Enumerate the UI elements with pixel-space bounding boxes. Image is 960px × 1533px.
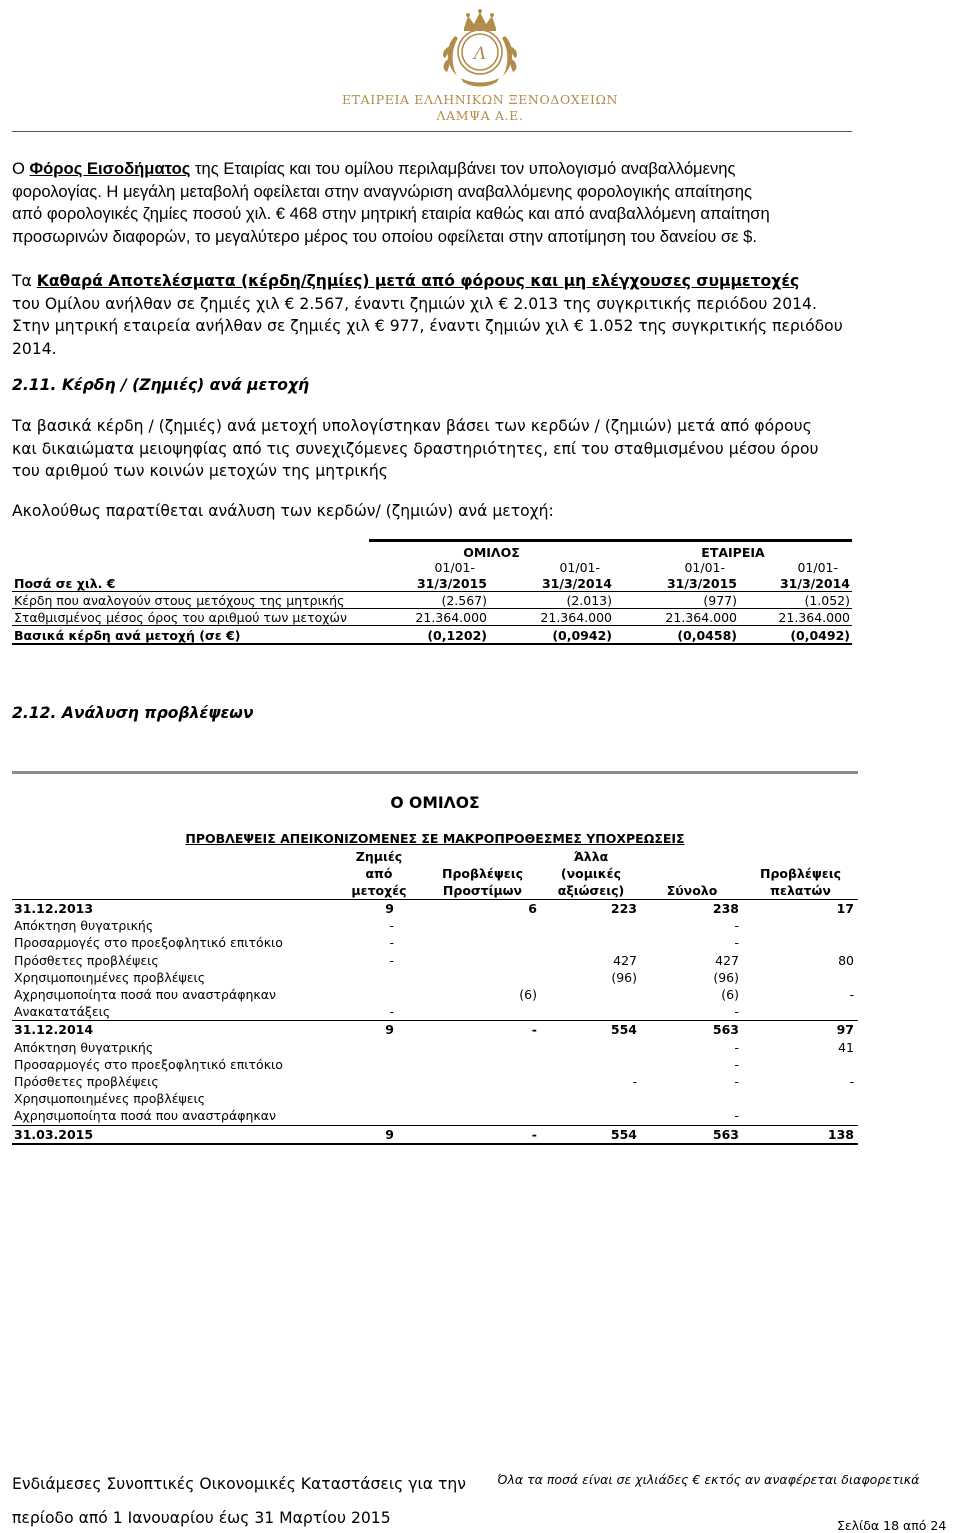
eps-table — [12, 539, 852, 645]
prov-cell — [424, 1056, 541, 1073]
net-results-line4: 2014. — [12, 339, 57, 358]
prov-header-line: πελατών — [770, 883, 831, 898]
prov-header-line — [643, 865, 741, 882]
prov-row — [12, 934, 858, 951]
eps-company-header: ΕΤΑΙΡΕΙΑ — [614, 541, 852, 560]
prov-row-label: Χρησιμοποιημένες προβλέψεις — [14, 1091, 206, 1107]
income-tax-line1: της Εταιρίας και του ομίλου περιλαμβάνει τον υπολογισμό αναβαλλόμενης — [190, 159, 736, 178]
prov-cell — [424, 952, 541, 969]
prov-col-header — [743, 848, 858, 900]
prov-cell: - — [389, 952, 394, 968]
header-divider — [12, 131, 852, 132]
crest-emblem-icon — [431, 6, 529, 90]
company-name: ΕΤΑΙΡΕΙΑ ΕΛΛΗΝΙΚΩΝ ΞΕΝΟΔΟΧΕΙΩΝ — [341, 92, 619, 107]
eps-para-line1: Τα βασικά κέρδη / (ζημιές) ανά μετοχή υπολογίστηκαν βάσει των κερδών / (ζημιών) μετά από φόρους — [12, 417, 812, 435]
prov-row — [12, 969, 858, 986]
prov-cell — [541, 917, 641, 934]
prov-cell: 563 — [641, 1021, 743, 1039]
prov-header-empty — [12, 848, 334, 900]
footer-title-line2: περίοδο από 1 Ιανουαρίου έως 31 Μαρτίου 2015 — [12, 1509, 391, 1527]
prov-cell — [334, 1073, 424, 1090]
prov-cell: - — [734, 1108, 739, 1124]
eps-empty-cell — [12, 541, 369, 560]
prov-row — [12, 952, 858, 969]
prov-row — [12, 1003, 858, 1021]
eps-col-line1: 01/01- — [684, 559, 725, 575]
page-number: Σελίδα 18 από 24 — [837, 1518, 947, 1533]
prov-header-line: αξιώσεις) — [557, 883, 625, 898]
eps-cell: 21.364.000 — [614, 609, 739, 626]
prov-cell: - — [734, 1056, 739, 1072]
prov-row-label: 31.12.2014 — [12, 1021, 334, 1039]
prov-row — [12, 1056, 858, 1073]
eps-row-label: Βασικά κέρδη ανά μετοχή (σε €) — [12, 626, 369, 644]
prov-cell: - — [849, 987, 854, 1003]
prov-cell: (6) — [519, 987, 537, 1003]
prov-row-label: Απόκτηση θυγατρικής — [14, 1039, 154, 1055]
eps-cell: (2.013) — [489, 592, 614, 609]
eps-col-header: 31/3/2015 — [614, 575, 739, 592]
prov-cell: 17 — [743, 900, 858, 918]
prov-row-label: Πρόσθετες προβλέψεις — [14, 1074, 159, 1090]
prov-cell: - — [734, 1074, 739, 1090]
eps-para-line3: του αριθμού των κοινών μετοχών της μητρικής — [12, 462, 388, 480]
prov-cell — [334, 969, 424, 986]
net-results-term: Καθαρά Αποτελέσματα (κέρδη/ζημίες) μετά από φόρους και μη ελέγχουσες συμμετοχές — [36, 272, 800, 290]
prov-cell — [424, 1039, 541, 1056]
section-divider — [12, 771, 858, 774]
prov-cell: 97 — [743, 1021, 858, 1039]
prov-cell: 80 — [838, 952, 854, 968]
prov-cell — [541, 1107, 641, 1125]
eps-col-line1: 01/01- — [797, 559, 838, 575]
company-short-name: ΛΑΜΨΑ Α.Ε. — [436, 108, 524, 123]
eps-cell: 21.364.000 — [489, 609, 614, 626]
prov-cell — [541, 934, 641, 951]
prov-cell — [541, 1039, 641, 1056]
eps-col-line1: 01/01- — [434, 559, 475, 575]
prov-cell — [541, 1090, 641, 1107]
section-2-11-heading: 2.11. Κέρδη / (Ζημιές) ανά μετοχή — [12, 376, 310, 394]
prov-cell: 6 — [424, 900, 541, 918]
eps-explanation-paragraph — [12, 415, 852, 483]
eps-col-header: 31/3/2014 — [739, 575, 852, 592]
prov-col-header — [641, 848, 743, 900]
prov-header-line: Προβλέψεις — [442, 866, 523, 881]
eps-group-header: ΟΜΙΛΟΣ — [369, 541, 614, 560]
prov-cell — [334, 1056, 424, 1073]
prov-header-line: Σύνολο — [666, 883, 718, 898]
income-tax-line3: από φορολογικές ζημίες ποσού χιλ. € 468 στην μητρική εταιρία καθώς και από αναβαλλόμενη απαίτηση — [12, 204, 770, 223]
prov-row — [12, 1125, 858, 1144]
provisions-group-title: Ο ΟΜΙΛΟΣ — [390, 794, 480, 812]
prov-cell: 9 — [334, 900, 424, 918]
prov-cell — [424, 1107, 541, 1125]
prov-row — [12, 1039, 858, 1056]
prov-cell — [541, 1003, 641, 1021]
prov-cell — [334, 986, 424, 1003]
eps-intro: Ακολούθως παρατίθεται ανάλυση των κερδών/ (ζημιών) ανά μετοχή: — [12, 502, 554, 520]
prov-cell — [743, 1056, 858, 1073]
prov-cell: - — [389, 918, 394, 934]
provisions-body — [12, 900, 858, 1144]
footer-title-line1: Ενδιάμεσες Συνοπτικές Οικονομικές Καταστάσεις για την — [12, 1475, 466, 1493]
prov-cell — [743, 917, 858, 934]
net-results-lead: Τα — [12, 272, 37, 290]
prov-cell: 238 — [641, 900, 743, 918]
prov-row — [12, 1107, 858, 1125]
eps-cell: (2.567) — [369, 592, 489, 609]
prov-row — [12, 1090, 858, 1107]
prov-cell: 138 — [743, 1125, 858, 1144]
prov-cell: - — [734, 935, 739, 951]
prov-header-line: Προβλέψεις — [760, 866, 841, 881]
prov-col-header — [541, 848, 641, 900]
prov-header-line: μετοχές — [351, 883, 407, 898]
prov-header-line: Άλλα — [573, 849, 609, 864]
prov-header-line — [745, 848, 856, 865]
svg-text:Λ: Λ — [473, 44, 487, 64]
prov-header-line: Ζημιές — [355, 849, 403, 864]
eps-cell: (0,1202) — [369, 626, 489, 644]
prov-cell — [743, 1107, 858, 1125]
eps-cell: (0,0942) — [489, 626, 614, 644]
eps-col-header: 31/3/2015 — [369, 575, 489, 592]
income-tax-lead: Ο — [12, 159, 30, 178]
income-tax-term: Φόρος Εισοδήματος — [29, 159, 191, 178]
prov-cell — [743, 969, 858, 986]
prov-cell: - — [632, 1074, 637, 1090]
prov-row-label: Αχρησιμοποίητα ποσά που αναστράφηκαν — [14, 987, 276, 1003]
prov-cell: 554 — [541, 1125, 641, 1144]
prov-col-header — [334, 848, 424, 900]
prov-cell: (96) — [611, 969, 637, 985]
prov-cell — [641, 1090, 743, 1107]
prov-header-line: από — [365, 866, 393, 881]
prov-cell — [334, 1107, 424, 1125]
prov-row — [12, 1021, 858, 1039]
prov-cell: (96) — [713, 969, 739, 985]
prov-row-label: Χρησιμοποιημένες προβλέψεις — [14, 969, 206, 985]
prov-cell — [541, 1056, 641, 1073]
eps-row-label: Κέρδη που αναλογούν στους μετόχους της μητρικής — [12, 592, 369, 609]
prov-cell: - — [389, 1004, 394, 1020]
prov-cell: - — [849, 1074, 854, 1090]
prov-header-line: (νομικές — [560, 866, 622, 881]
prov-cell: (6) — [721, 987, 739, 1003]
prov-cell: - — [734, 1004, 739, 1020]
eps-cell: 21.364.000 — [369, 609, 489, 626]
prov-cell — [743, 1003, 858, 1021]
company-logo — [0, 0, 960, 132]
prov-cell: - — [389, 935, 394, 951]
prov-row-label: Αχρησιμοποίητα ποσά που αναστράφηκαν — [14, 1108, 276, 1124]
eps-empty-cell — [12, 560, 369, 575]
eps-amounts-label: Ποσά σε χιλ. € — [12, 575, 369, 592]
net-results-line2: του Ομίλου ανήλθαν σε ζημιές χιλ € 2.567, έναντι ζημιών χιλ € 2.013 της συγκριτικής περιόδου 2014. — [12, 294, 817, 313]
eps-cell: (1.052) — [739, 592, 852, 609]
prov-cell: 9 — [334, 1021, 424, 1039]
prov-cell — [424, 934, 541, 951]
prov-row — [12, 1073, 858, 1090]
prov-header-line — [643, 848, 741, 865]
prov-header-line — [426, 848, 539, 865]
prov-row-label: 31.03.2015 — [12, 1125, 334, 1144]
footer-title — [12, 1473, 466, 1529]
prov-header-line: Προστίμων — [442, 883, 523, 898]
prov-cell — [334, 1090, 424, 1107]
eps-cell: (0,0458) — [614, 626, 739, 644]
eps-cell: 21.364.000 — [739, 609, 852, 626]
prov-cell: - — [424, 1021, 541, 1039]
eps-col-line1: 01/01- — [559, 559, 600, 575]
prov-cell: - — [734, 918, 739, 934]
eps-row-label: Σταθμισμένος μέσος όρος του αριθμού των μετοχών — [12, 609, 369, 626]
prov-cell — [424, 969, 541, 986]
prov-cell — [424, 1003, 541, 1021]
prov-cell: 9 — [334, 1125, 424, 1144]
prov-cell: 427 — [715, 952, 739, 968]
prov-row-label: 31.12.2013 — [12, 900, 334, 918]
prov-cell — [541, 986, 641, 1003]
prov-cell: 41 — [838, 1039, 854, 1055]
footer-note: Όλα τα ποσά είναι σε χιλιάδες € εκτός αν αναφέρεται διαφορετικά — [497, 1472, 920, 1487]
prov-cell — [743, 1090, 858, 1107]
prov-row-label: Προσαρμογές στο προεξοφλητικό επιτόκιο — [14, 935, 283, 951]
net-results-paragraph — [12, 270, 852, 360]
prov-row — [12, 917, 858, 934]
prov-cell: 554 — [541, 1021, 641, 1039]
eps-cell: (0,0492) — [739, 626, 852, 644]
prov-cell: 223 — [541, 900, 641, 918]
prov-row — [12, 900, 858, 918]
prov-row-label: Προσαρμογές στο προεξοφλητικό επιτόκιο — [14, 1056, 283, 1072]
prov-cell — [424, 917, 541, 934]
income-tax-paragraph — [12, 158, 852, 248]
prov-row-label: Ανακατατάξεις — [14, 1004, 111, 1020]
prov-cell: 427 — [613, 952, 637, 968]
prov-cell — [424, 1073, 541, 1090]
prov-col-header — [424, 848, 541, 900]
prov-cell — [334, 1039, 424, 1056]
eps-cell: (977) — [614, 592, 739, 609]
eps-para-line2: και δικαιώματα μειοψηφίας από τις συνεχιζόμενες δραστηριότητες, επί του σταθμισμένου μέσου όρου — [12, 439, 819, 458]
eps-col-header: 31/3/2014 — [489, 575, 614, 592]
prov-row-label: Απόκτηση θυγατρικής — [14, 918, 154, 934]
net-results-line3: Στην μητρική εταιρεία ανήλθαν σε ζημιές χιλ € 977, έναντι ζημιών χιλ € 1.052 της συγκριτικής περιόδου — [12, 317, 843, 335]
prov-cell: - — [734, 1039, 739, 1055]
prov-cell — [424, 1090, 541, 1107]
section-2-12-heading: 2.12. Ανάλυση προβλέψεων — [12, 704, 254, 722]
provisions-table — [12, 848, 858, 1145]
prov-cell: - — [424, 1125, 541, 1144]
prov-cell — [743, 934, 858, 951]
prov-cell: 563 — [641, 1125, 743, 1144]
provisions-subtitle: ΠΡΟΒΛΕΨΕΙΣ ΑΠΕΙΚΟΝΙΖΟΜΕΝΕΣ ΣΕ ΜΑΚΡΟΠΡΟΘΕΣΜΕΣ ΥΠΟΧΡΕΩΣΕΙΣ — [185, 831, 685, 846]
prov-row-label: Πρόσθετες προβλέψεις — [14, 952, 159, 968]
income-tax-line2: φορολογίας. Η μεγάλη μεταβολή οφείλεται στην αναγνώριση αναβαλλόμενης φορολογικής απαίτησης — [12, 181, 752, 201]
income-tax-line4: προσωρινών διαφορών, το μεγαλύτερο μέρος του οποίου οφείλεται στην αποτίμηση του δανείου σε $. — [12, 226, 758, 246]
prov-row — [12, 986, 858, 1003]
